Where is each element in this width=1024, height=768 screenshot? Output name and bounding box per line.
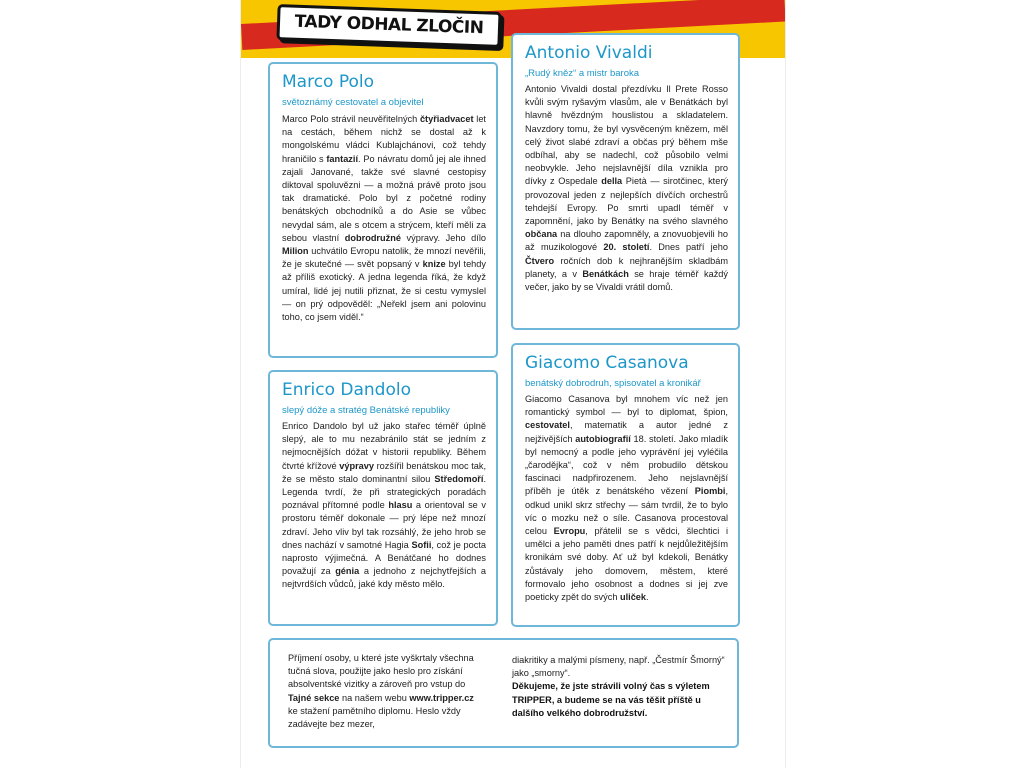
bold-word: Benátkách — [582, 268, 629, 279]
instructions-right-column — [512, 654, 732, 720]
text-run: se hraje téměř každý večer, jako by se Vivaldi vrátil domů. — [525, 268, 728, 293]
text-run: Enrico Dandolo byl už jako stařec téměř úplně slepý, ale to mu nezabránilo stát se jedním z nejmocnějších dóžat v historii republiky. Během čtvrté křížové — [282, 421, 486, 471]
bold-word: uliček — [619, 592, 647, 603]
card-body — [525, 83, 728, 294]
bold-word: cestovatel — [525, 420, 570, 431]
card-title: Giacomo Casanova — [525, 353, 689, 373]
text-run: . Po návratu domů jej ale ihned zajali Janované, takže své slavné cestopisy diktoval spoluvězni — a možná právě proto jsou tak dramatické. Polo byl z početné rodiny benátských obchodníků a do Asie se vůbec nevydal sám, ale s otcem a strýcem, kteří měli za sebou vlastní — [282, 153, 486, 243]
text-run: a jednoho z nejchytřejších a nejtvrdších vůdců, jaké kdy město mělo. — [282, 566, 487, 590]
bold-word: Sofii — [411, 539, 432, 550]
bold-word: Evropu — [553, 526, 586, 537]
text-run: , což je pocta naprosto výjimečná. A Benátčané ho dodnes považují za — [282, 539, 486, 577]
card-title: Enrico Dandolo — [282, 380, 411, 400]
card-subtitle: benátský dobrodruh, spisovatel a kronikář — [525, 378, 701, 389]
instructions-left-text — [288, 652, 478, 731]
instructions-box — [268, 638, 739, 748]
card-title: Antonio Vivaldi — [525, 43, 653, 63]
text-run: rozšířil benátskou moc tak, že se město stalo dominantní silou — [282, 460, 486, 484]
bold-word: Tajné sekce — [288, 692, 340, 703]
card-body — [525, 393, 728, 604]
text-run: Marco Polo strávil neuvěřitelných — [282, 114, 420, 124]
card-body — [282, 113, 486, 324]
card-antonio-vivaldi — [511, 33, 740, 330]
card-enrico-dandolo — [268, 370, 498, 626]
card-marco-polo — [268, 62, 498, 358]
bold-word: Středomoří — [434, 473, 484, 484]
text-run: Příjmení osoby, u které jste vyškrtaly všechna tučná slova, použijte jako heslo pro získání absolventské vizitky a zároveň pro vstup do — [288, 653, 474, 690]
card-subtitle: slepý dóže a stratég Benátské republiky — [282, 405, 450, 416]
text-run: výpravy. Jeho dílo — [400, 232, 486, 243]
bold-word: výpravy — [339, 460, 375, 471]
text-run: . — [646, 592, 649, 603]
card-subtitle: „Rudý kněz“ a mistr baroka — [525, 68, 640, 79]
text-run: na našem webu — [339, 692, 410, 703]
bold-word: autobiografií — [575, 433, 631, 444]
bold-word: génia — [335, 566, 360, 577]
text-run: , matematik a autor jedné z nejživějších — [525, 420, 728, 444]
text-run: na dlouho zapomněly, a znovuobjevili ho až muzikologové — [525, 229, 728, 253]
card-giacomo-casanova — [511, 343, 740, 627]
text-run: uchvátilo Evropu natolik, že mnozí nevěřili, že je skutečné — svět popsaný v — [282, 246, 486, 270]
page — [240, 0, 786, 768]
text-run: let na cestách, během nichž se dostal až k mongolskému vládci Kublajchánovi, což tehdy hraničilo s — [282, 114, 486, 164]
bold-word: čtyřiadvacet — [419, 114, 474, 124]
text-run: byl tehdy až příliš exotický. A jedna legenda říká, že když umíral, lidé jej nutili přiznat, že si cestu vymyslel — on prý odpověděl: „Neřekl jsem ani polovinu toho, co jsem viděl.“ — [282, 259, 486, 323]
card-title: Marco Polo — [282, 72, 375, 92]
text-run: ročních dob k nejhranějším skladbám planety, a v — [525, 255, 728, 279]
page-title: TADY ODHAL ZLOČIN — [294, 11, 484, 39]
bold-word: knize — [422, 259, 446, 270]
bold-word: občana — [525, 229, 558, 240]
bold-word: della — [601, 176, 623, 187]
text-run: Giacomo Casanova byl mnohem víc než jen romantický symbol — byl to diplomat, špion, — [525, 394, 728, 418]
bold-word: Čtvero — [525, 255, 555, 266]
text-run: , odkud unikl skrz střechy — sám tvrdil, že to bylo víc o mozku než o síle. Casanova procestoval celou — [525, 486, 728, 537]
bold-word: hlasu — [388, 500, 413, 511]
bold-word: Piombi — [694, 486, 726, 497]
text-run: a orientoval se v prostoru téměř dokonale — prý lépe než mnozí zdraví. Jeho vliv byl tak rozsáhlý, že jeho hrob se dnes nachází v samotné Hagia — [282, 500, 486, 550]
instructions-right-text: diakritiky a malými písmeny, např. „Čestmír Šmorný“ jako „smorny“. — [512, 655, 725, 679]
thanks-message: Děkujeme, že jste strávili volný čas s výletem TRIPPER, a budeme se na vás těšit příště u dalšího velkého dobrodružství. — [512, 681, 710, 718]
text-run: 18. století. Jako mladík byl nemocný a podle jeho vyprávění jej vyléčila „čarodějka“, což v něm probudilo dětskou fascinaci nadpřirozenem. Jeho nejslavnější příběh je útěk z benátského vězení — [525, 433, 728, 497]
text-run: . Dnes patří jeho — [649, 242, 728, 253]
text-run: ke stažení pamětního diplomu. Heslo vždy zadávejte bez mezer, — [288, 705, 461, 730]
card-subtitle: světoznámý cestovatel a objevitel — [282, 97, 424, 108]
text-run: Pietà — sirotčinec, který provozoval jeden z nejlepších dívčích orchestrů tehdejší Evropy. Po smrti upadl téměř v zapomnění, jako by Benátky na svého slavného — [525, 176, 729, 227]
text-run: Antonio Vivaldi dostal přezdívku Il Prete Rosso kvůli svým ryšavým vlasům, ale v Benátkách byl hlavně hvězdným houslistou a skladatelem. Navzdory tomu, že byl vysvěceným knězem, měl celý život slabé zdraví a občas prý během mše odbíhal, aby se nadechl, což působilo velmi neobvykle. Jeho nejslavnější díla vznikla pro dívky z Ospedale — [525, 84, 728, 187]
bold-word: Milion — [282, 246, 309, 257]
bold-word: www.tripper.cz — [409, 692, 474, 703]
bold-word: fantazií — [326, 153, 359, 164]
bold-word: 20. století — [603, 242, 650, 253]
text-run: . Legenda tvrdí, že při strategických poradách poznával přítomné podle — [282, 473, 486, 511]
bold-word: dobrodružné — [344, 232, 401, 243]
text-run: , přátelil se s vědci, šlechtici i umělci a jeho paměti dnes patří k nejdůležitějším kronikám své doby. Ať už byl kdekoli, Benátky zůstávaly jeho domovem, městem, které formovalo jeho osobnost a dodnes si jej zve poeticky zpět do svých — [525, 526, 728, 603]
card-body — [282, 420, 486, 592]
